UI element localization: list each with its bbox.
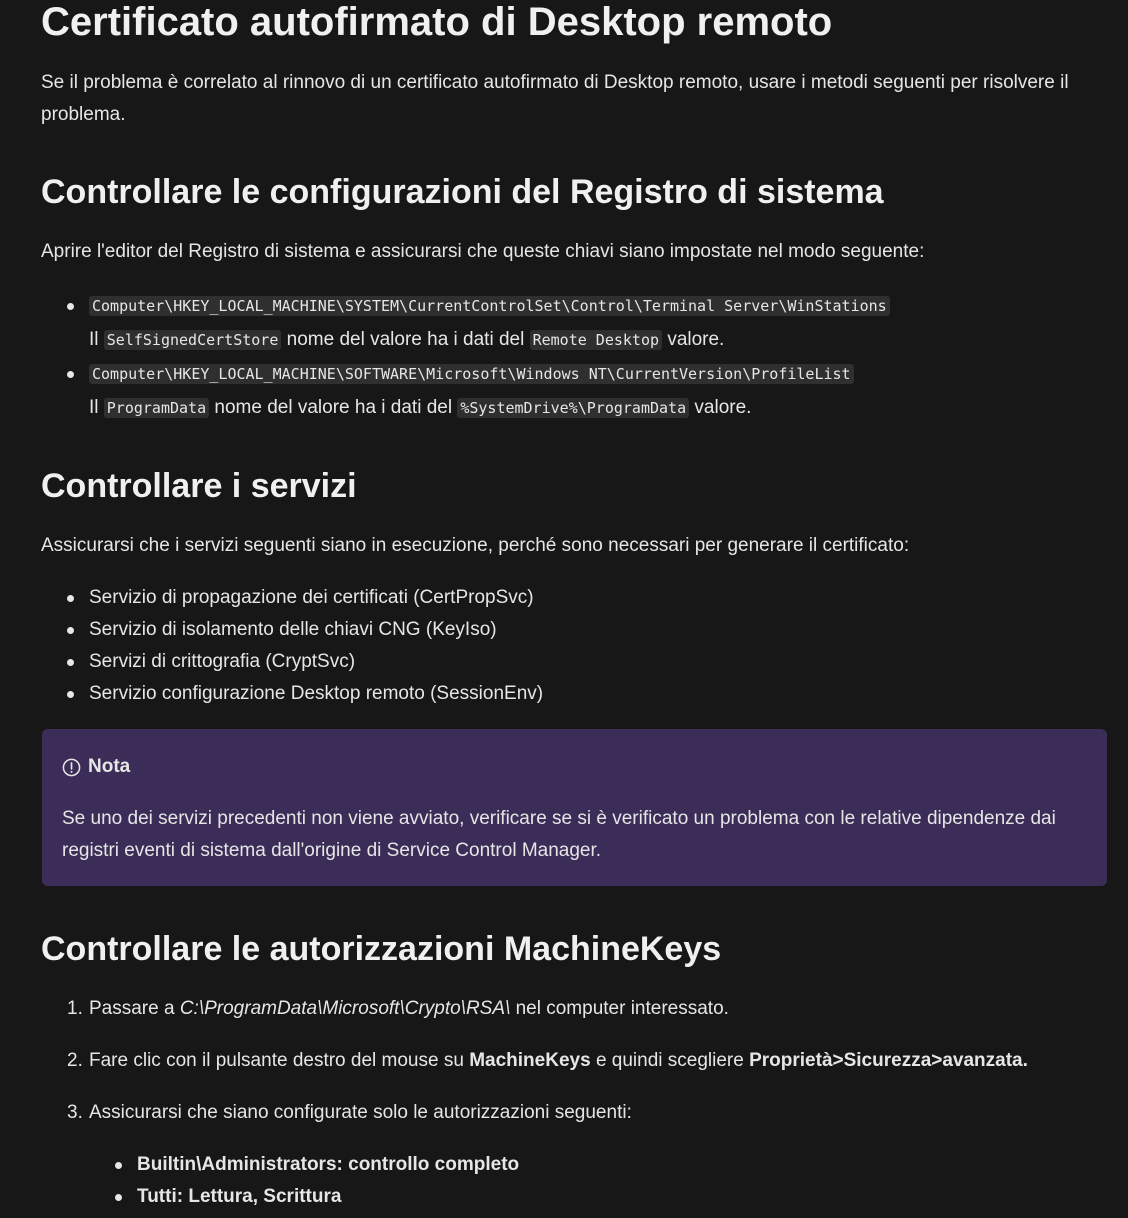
- registry-heading: Controllare le configurazioni del Registro di sistema: [41, 173, 884, 211]
- service-item: Servizio di propagazione dei certificati (CertPropSvc): [41, 582, 543, 614]
- permissions-list: [89, 1149, 1028, 1213]
- registry-text: Il: [89, 329, 99, 350]
- note-body: Se uno dei servizi precedenti non viene avviato, verificare se si è verificato un problema con le relative dipendenze dai registri eventi di sistema dall'origine di Service Control Manager.: [62, 808, 1056, 861]
- registry-text: nome del valore ha i dati del: [214, 397, 453, 418]
- permission-principal: Tutti: [137, 1186, 177, 1207]
- permission-item: Tutti: Lettura, Scrittura: [89, 1181, 1028, 1213]
- step-text: e quindi scegliere: [595, 1050, 744, 1071]
- registry-item: [41, 290, 890, 356]
- step-bold: MachineKeys: [469, 1050, 591, 1071]
- registry-text: Il: [89, 397, 99, 418]
- value-name-code: SelfSignedCertStore: [104, 330, 282, 350]
- value-data-code: Remote Desktop: [530, 330, 662, 350]
- step-text: Fare clic con il pulsante destro del mouse su: [89, 1050, 464, 1071]
- registry-key-code: Computer\HKEY_LOCAL_MACHINE\SOFTWARE\Microsoft\Windows NT\CurrentVersion\ProfileList: [89, 364, 854, 384]
- note-title-text: Nota: [88, 756, 131, 777]
- registry-text: valore.: [667, 329, 725, 350]
- machinekeys-steps: [41, 993, 1028, 1213]
- permission-principal: Builtin\Administrators: [137, 1154, 337, 1175]
- registry-lead: Aprire l'editor del Registro di sistema e assicurarsi che queste chiavi siano impostate nel modo seguente:: [41, 241, 925, 262]
- registry-text: nome del valore ha i dati del: [286, 329, 525, 350]
- services-lead: Assicurarsi che i servizi seguenti siano in esecuzione, perché sono necessari per generare il certificato:: [41, 535, 910, 556]
- services-list: [41, 582, 543, 710]
- service-item: Servizio di isolamento delle chiavi CNG (KeyIso): [41, 614, 543, 646]
- registry-key-code: Computer\HKEY_LOCAL_MACHINE\SYSTEM\CurrentControlSet\Control\Terminal Server\WinStations: [89, 296, 890, 316]
- step-number: 3.: [67, 1102, 83, 1123]
- registry-text: valore.: [694, 397, 752, 418]
- permission-rights: controllo completo: [348, 1154, 520, 1175]
- intro-paragraph: Se il problema è correlato al rinnovo di un certificato autofirmato di Desktop remoto, usare i metodi seguenti per risolvere il problema.: [41, 72, 1069, 125]
- registry-list: [41, 290, 890, 424]
- step-item: [41, 993, 1028, 1025]
- machinekeys-heading: Controllare le autorizzazioni MachineKeys: [41, 930, 722, 968]
- note-title: [62, 753, 130, 781]
- info-circle-icon: [62, 758, 81, 777]
- step-text: nel computer interessato.: [515, 998, 729, 1019]
- value-name-code: ProgramData: [104, 398, 209, 418]
- page-title: Certificato autofirmato di Desktop remoto: [41, 0, 833, 44]
- step-item: [41, 1045, 1028, 1077]
- step-number: 1.: [67, 998, 83, 1019]
- service-item: Servizi di crittografia (CryptSvc): [41, 646, 543, 678]
- step-bold: Proprietà>Sicurezza>avanzata.: [749, 1050, 1028, 1071]
- step-text: Assicurarsi che siano configurate solo le autorizzazioni seguenti:: [89, 1102, 632, 1123]
- permission-rights: Lettura, Scrittura: [188, 1186, 342, 1207]
- permission-item: Builtin\Administrators: controllo completo: [89, 1149, 1028, 1181]
- registry-item: [41, 358, 890, 424]
- step-number: 2.: [67, 1050, 83, 1071]
- step-text: Passare a: [89, 998, 175, 1019]
- services-heading: Controllare i servizi: [41, 467, 357, 505]
- step-path: C:\ProgramData\Microsoft\Crypto\RSA\: [179, 998, 511, 1019]
- value-data-code: %SystemDrive%\ProgramData: [457, 398, 689, 418]
- step-item: [41, 1097, 1028, 1213]
- service-item: Servizio configurazione Desktop remoto (SessionEnv): [41, 678, 543, 710]
- note-callout: [42, 729, 1107, 886]
